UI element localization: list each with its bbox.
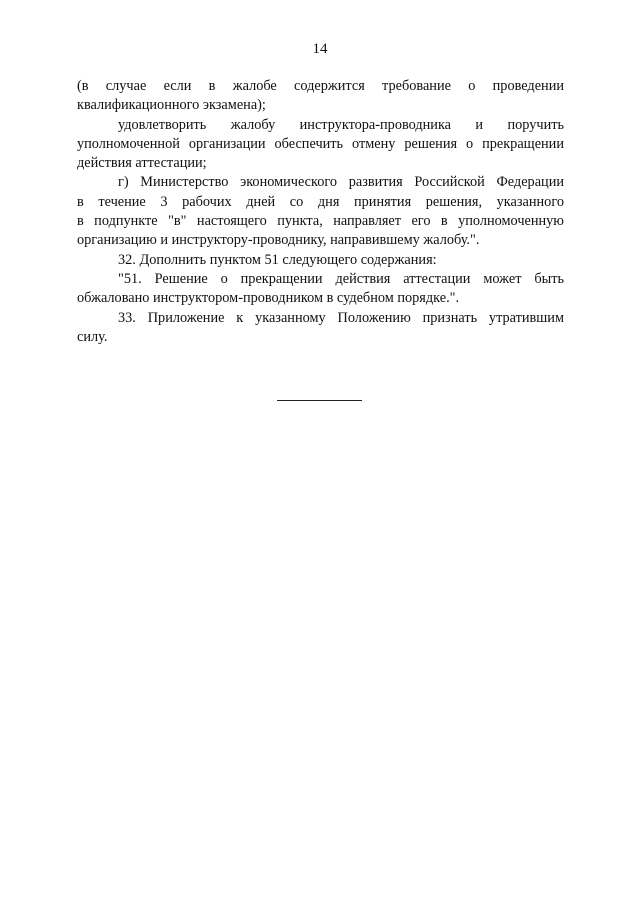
text-line: организацию и инструктору-проводнику, направившему жалобу.".	[77, 232, 480, 249]
text-line: уполномоченной организации обеспечить отмену решения о прекращении	[77, 135, 564, 152]
text-line: обжаловано инструктором-проводником в судебном порядке.".	[77, 290, 460, 307]
text-line: удовлетворить жалобу инструктора-проводника и поручить	[118, 116, 564, 133]
text-line: 32. Дополнить пунктом 51 следующего содержания:	[118, 251, 437, 268]
text-line: в течение 3 рабочих дней со дня принятия решения, указанного	[77, 193, 564, 210]
text-line: "51. Решение о прекращении действия аттестации может быть	[118, 270, 564, 287]
page-number: 14	[312, 41, 328, 57]
text-line: г) Министерство экономического развития Российской Федерации	[118, 174, 564, 191]
text-line: 33. Приложение к указанному Положению признать утратившим	[118, 309, 564, 326]
text-line: (в случае если в жалобе содержится требование о проведении	[77, 78, 564, 94]
text-line: в подпункте "в" настоящего пункта, направляет его в уполномоченную	[77, 213, 564, 230]
text-line: силу.	[77, 328, 108, 345]
document-body	[77, 77, 564, 347]
end-separator-line	[277, 400, 362, 401]
text-line: действия аттестации;	[77, 155, 207, 172]
text-line: квалификационного экзамена);	[77, 97, 266, 114]
